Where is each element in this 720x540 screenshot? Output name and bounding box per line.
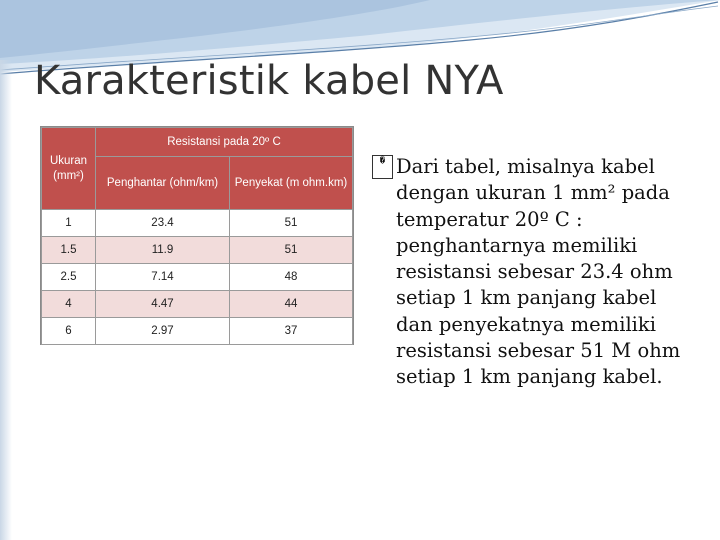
- size-cell: 1.5: [42, 237, 96, 264]
- insulator-cell: 48: [230, 264, 353, 291]
- table-row: [42, 264, 353, 291]
- insulator-cell: 51: [230, 210, 353, 237]
- left-edge-gradient: [0, 60, 12, 540]
- insulator-cell: 44: [230, 291, 353, 318]
- conductor-cell: 11.9: [96, 237, 230, 264]
- bullet-glyph-icon: [372, 155, 393, 179]
- conductor-cell: 4.47: [96, 291, 230, 318]
- conductor-cell: 7.14: [96, 264, 230, 291]
- body-text-block: [372, 154, 690, 391]
- table-row: [42, 291, 353, 318]
- resistance-table: [40, 126, 354, 345]
- conductor-cell: 23.4: [96, 210, 230, 237]
- conductor-cell: 2.97: [96, 318, 230, 345]
- group-header: Resistansi pada 20º C: [96, 128, 353, 157]
- size-cell: 2.5: [42, 264, 96, 291]
- size-cell: 6: [42, 318, 96, 345]
- slide-title: Karakteristik kabel NYA: [34, 58, 504, 104]
- size-cell: 1: [42, 210, 96, 237]
- size-header: Ukuran (mm²): [42, 128, 96, 210]
- insulator-cell: 37: [230, 318, 353, 345]
- table-row: [42, 318, 353, 345]
- table-row: [42, 237, 353, 264]
- bullet-text: Dari tabel, misalnya kabel dengan ukuran 1 mm² pada temperatur 20º C : penghantarnya memiliki resistansi sebesar 23.4 ohm setiap 1 km panjang kabel dan penyekatnya memiliki resistansi sebesar 51 M ohm setiap 1 km panjang kabel.: [396, 155, 681, 389]
- insulator-header: Penyekat (m ohm.km): [230, 157, 353, 210]
- table-row: [42, 210, 353, 237]
- conductor-header: Penghantar (ohm/km): [96, 157, 230, 210]
- size-cell: 4: [42, 291, 96, 318]
- insulator-cell: 51: [230, 237, 353, 264]
- bullet-glyph: �: [379, 156, 386, 166]
